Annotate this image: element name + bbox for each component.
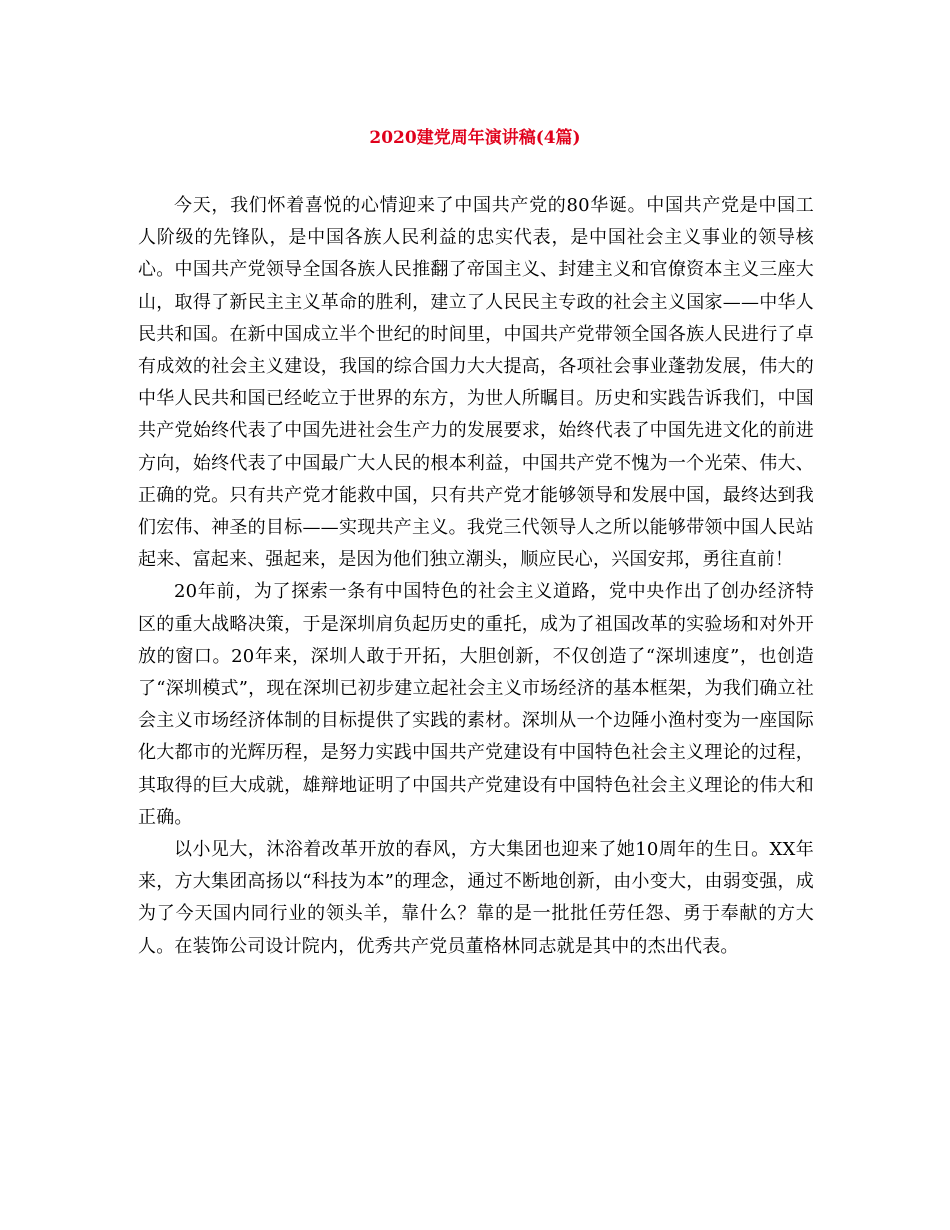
paragraph-3: 以小见大，沐浴着改革开放的春风，方大集团也迎来了她10周年的生日。XX年来，方大集团高扬以“科技为本”的理念，通过不断地创新，由小变大，由弱变强，成为了今天国内同行业的领头羊，靠什么？靠的是一批批任劳任怨、勇于奉献的方大人。在装饰公司设计院内，优秀共产党员董格林同志就是其中的杰出代表。 bbox=[138, 839, 814, 957]
paragraph-1: 今天，我们怀着喜悦的心情迎来了中国共产党的80华诞。中国共产党是中国工人阶级的先锋队，是中国各族人民利益的忠实代表，是中国社会主义事业的领导核心。中国共产党领导全国各族人民推翻了帝国主义、封建主义和官僚资本主义三座大山，取得了新民主主义革命的胜利，建立了人民民主专政的社会主义国家——中华人民共和国。在新中国成立半个世纪的时间里，中国共产党带领全国各族人民进行了卓有成效的社会主义建设，我国的综合国力大大提高，各项社会事业蓬勃发展，伟大的中华人民共和国已经屹立于世界的东方，为世人所瞩目。历史和实践告诉我们，中国共产党始终代表了中国先进社会生产力的发展要求，始终代表了中国先进文化的前进方向，始终代表了中国最广大人民的根本利益，中国共产党不愧为一个光荣、伟大、正确的党。只有共产党才能救中国，只有共产党才能够领导和发展中国，最终达到我们宏伟、神圣的目标——实现共产主义。我党三代领导人之所以能够带领中国人民站起来、富起来、强起来，是因为他们独立潮头，顺应民心，兴国安邦，勇往直前！ bbox=[138, 195, 814, 571]
document-title: 2020建党周年演讲稿(4篇) bbox=[369, 128, 581, 148]
document-body bbox=[138, 190, 814, 963]
paragraph-2: 20年前，为了探索一条有中国特色的社会主义道路，党中央作出了创办经济特区的重大战略决策，于是深圳肩负起历史的重托，成为了祖国改革的实验场和对外开放的窗口。20年来，深圳人敢于开拓，大胆创新，不仅创造了“深圳速度”，也创造了“深圳模式”，现在深圳已初步建立起社会主义市场经济的基本框架，为我们确立社会主义市场经济体制的目标提供了实践的素材。深圳从一个边陲小渔村变为一座国际化大都市的光辉历程，是努力实践中国共产党建设有中国特色社会主义理论的过程，其取得的巨大成就，雄辩地证明了中国共产党建设有中国特色社会主义理论的伟大和正确。 bbox=[138, 581, 814, 828]
